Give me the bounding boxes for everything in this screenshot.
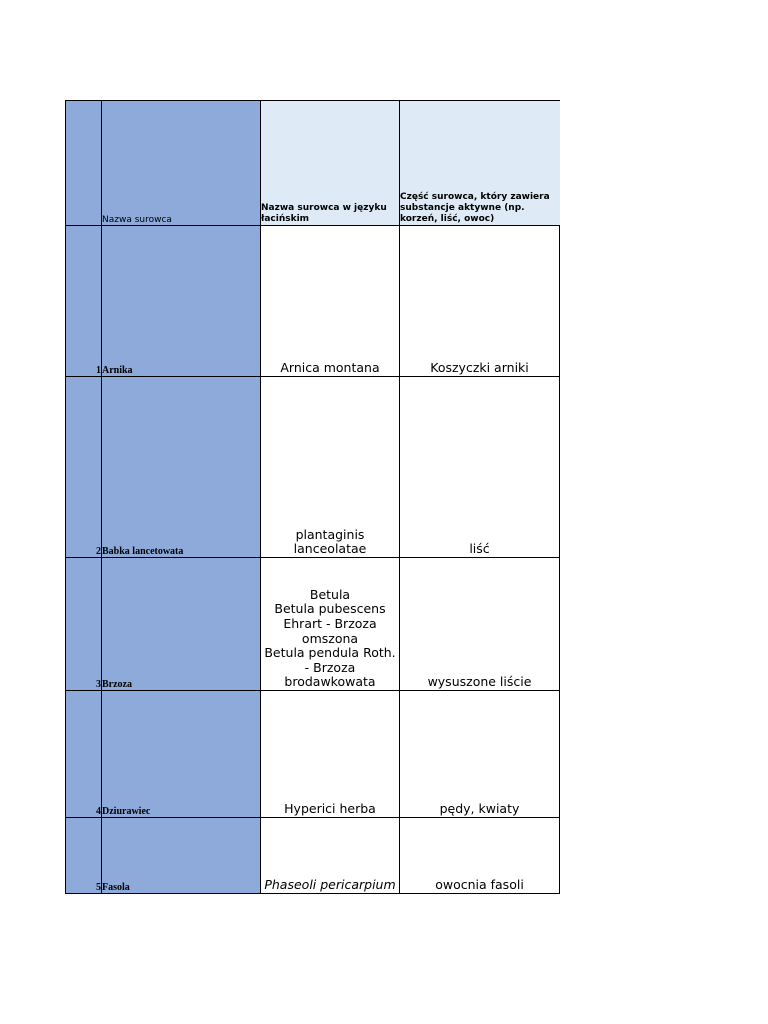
table-row <box>66 226 560 377</box>
raw-material-name-cell[interactable]: Dziurawiec <box>102 691 261 818</box>
latin-name-cell[interactable] <box>261 818 400 894</box>
raw-material-name-cell[interactable]: Babka lancetowata <box>102 377 261 558</box>
latin-name-cell[interactable] <box>261 691 400 818</box>
active-part-cell[interactable]: wysuszone liście <box>400 558 560 691</box>
latin-name-line: Betula pendula Roth. <box>264 645 396 661</box>
active-part-cell[interactable]: Koszyczki arniki <box>400 226 560 377</box>
table-row <box>66 818 560 894</box>
latin-name-cell[interactable] <box>261 377 400 558</box>
latin-name-line: omszona <box>301 630 359 646</box>
active-part-cell[interactable]: liść <box>400 377 560 558</box>
latin-name-line: lanceolatae <box>293 541 367 557</box>
latin-name-line: Hyperici herba <box>284 801 376 817</box>
raw-material-name-cell[interactable]: Arnika <box>102 226 261 377</box>
active-part-cell[interactable]: pędy, kwiaty <box>400 691 560 818</box>
active-part-cell[interactable]: owocnia fasoli <box>400 818 560 894</box>
row-number-cell[interactable]: 4 <box>66 691 102 818</box>
header-row <box>66 101 560 226</box>
row-number-cell[interactable]: 1 <box>66 226 102 377</box>
latin-name-line: Ehrart - Brzoza <box>283 616 377 632</box>
header-part-cell[interactable]: Część surowca, który zawiera substancje aktywne (np. korzeń, liść, owoc) <box>400 101 560 226</box>
latin-name-line: Arnica montana <box>280 360 380 376</box>
row-number-cell[interactable]: 5 <box>66 818 102 894</box>
latin-name-line: Phaseoli pericarpium <box>264 877 396 893</box>
row-number-cell[interactable]: 2 <box>66 377 102 558</box>
latin-name-cell[interactable] <box>261 226 400 377</box>
header-num-cell[interactable] <box>66 101 102 226</box>
header-name-cell[interactable]: Nazwa surowca <box>102 101 261 226</box>
row-number-cell[interactable]: 3 <box>66 558 102 691</box>
latin-name-line: - Brzoza <box>304 659 356 675</box>
latin-name-line: Betula <box>309 586 351 602</box>
header-latin-cell[interactable]: Nazwa surowca w języku łacińskim <box>261 101 400 226</box>
table-row <box>66 558 560 691</box>
spreadsheet-table <box>65 100 560 894</box>
table-row <box>66 691 560 818</box>
latin-name-line: Betula pubescens <box>274 601 386 617</box>
latin-name-line: brodawkowata <box>284 674 376 690</box>
raw-material-name-cell[interactable]: Brzoza <box>102 558 261 691</box>
table-row <box>66 377 560 558</box>
latin-name-line: plantaginis <box>295 526 365 542</box>
latin-name-cell[interactable] <box>261 558 400 691</box>
raw-material-name-cell[interactable]: Fasola <box>102 818 261 894</box>
